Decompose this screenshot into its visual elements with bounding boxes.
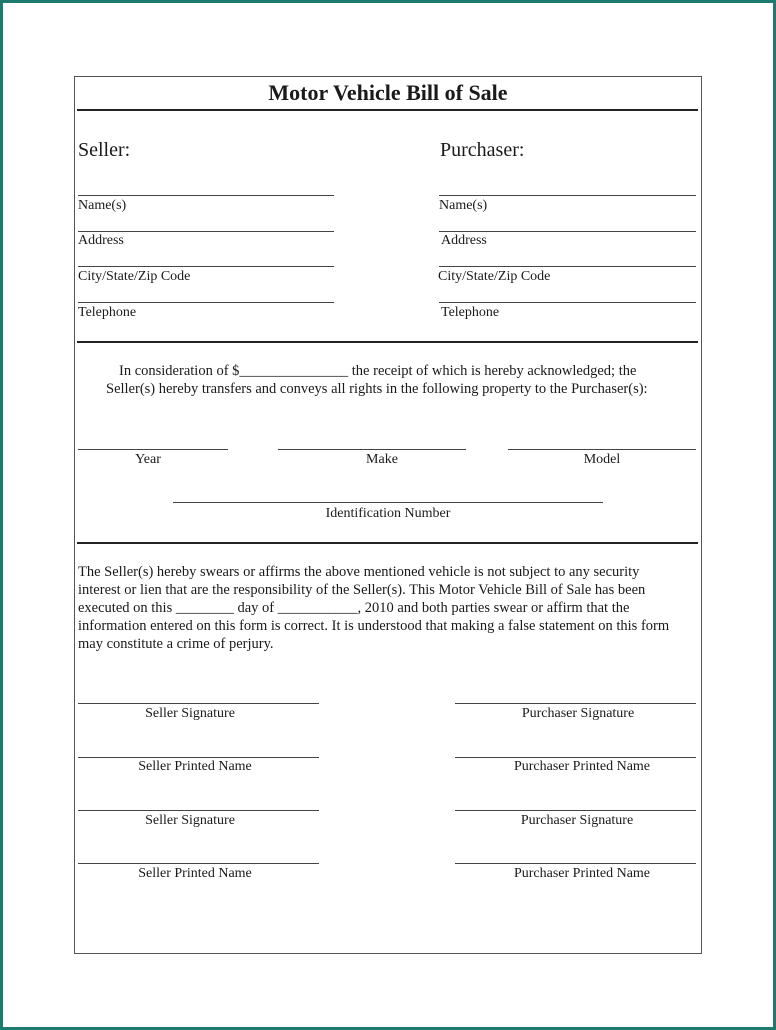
- model-label: Model: [583, 452, 621, 467]
- seller-signature-label-2: Seller Signature: [145, 813, 235, 828]
- year-label: Year: [135, 452, 161, 467]
- seller-address-label: Address: [78, 233, 124, 248]
- purchaser-telephone-label: Telephone: [441, 305, 500, 320]
- seller-signature-line-1[interactable]: [78, 703, 319, 704]
- purchaser-printed-line-1[interactable]: [455, 757, 696, 758]
- purchaser-heading: Purchaser:: [440, 139, 525, 161]
- affirmation-line-5: may constitute a crime of perjury.: [78, 636, 274, 652]
- purchaser-signature-line-1[interactable]: [455, 703, 696, 704]
- id-number-line[interactable]: [173, 502, 603, 503]
- make-line[interactable]: [278, 449, 466, 450]
- purchaser-printed-label-2: Purchaser Printed Name: [513, 866, 651, 881]
- purchaser-signature-label-2: Purchaser Signature: [520, 813, 634, 828]
- affirmation-line-3: executed on this ________ day of ___________, 2010 and both parties swear or affirm that the: [78, 600, 630, 616]
- purchaser-name-label: Name(s): [439, 198, 488, 213]
- seller-city-line[interactable]: [78, 266, 334, 267]
- purchaser-printed-line-2[interactable]: [455, 863, 696, 864]
- year-line[interactable]: [78, 449, 228, 450]
- consideration-line-2: Seller(s) hereby transfers and conveys all rights in the following property to the Purchaser(s):: [106, 381, 648, 397]
- seller-name-line[interactable]: [78, 195, 334, 196]
- affirmation-line-4: information entered on this form is correct. It is understood that making a false statement on this form: [78, 618, 670, 634]
- seller-printed-label-1: Seller Printed Name: [138, 759, 252, 774]
- parties-divider: [77, 341, 698, 343]
- purchaser-telephone-line[interactable]: [439, 302, 696, 303]
- purchaser-city-label: City/State/Zip Code: [438, 269, 551, 284]
- purchaser-signature-label-1: Purchaser Signature: [521, 706, 635, 721]
- seller-address-line[interactable]: [78, 231, 334, 232]
- consideration-line-1: In consideration of $_______________ the receipt of which is hereby acknowledged; the: [119, 363, 637, 379]
- make-label: Make: [366, 452, 398, 467]
- seller-telephone-line[interactable]: [78, 302, 334, 303]
- form-title: Motor Vehicle Bill of Sale: [268, 80, 508, 105]
- seller-signature-label-1: Seller Signature: [145, 706, 235, 721]
- model-line[interactable]: [508, 449, 696, 450]
- seller-signature-line-2[interactable]: [78, 810, 319, 811]
- seller-printed-label-2: Seller Printed Name: [138, 866, 252, 881]
- seller-heading: Seller:: [78, 139, 131, 161]
- purchaser-address-line[interactable]: [439, 231, 696, 232]
- affirmation-line-1: The Seller(s) hereby swears or affirms the above mentioned vehicle is not subject to any security: [78, 564, 640, 580]
- affirmation-line-2: interest or lien that are the responsibility of the Seller(s). This Motor Vehicle Bill of Sale has been: [78, 582, 646, 598]
- seller-name-label: Name(s): [78, 198, 127, 213]
- purchaser-city-line[interactable]: [439, 266, 696, 267]
- purchaser-signature-line-2[interactable]: [455, 810, 696, 811]
- seller-printed-line-2[interactable]: [78, 863, 319, 864]
- purchaser-address-label: Address: [441, 233, 487, 248]
- id-number-label: Identification Number: [325, 506, 451, 521]
- purchaser-name-line[interactable]: [439, 195, 696, 196]
- vehicle-divider: [77, 542, 698, 544]
- purchaser-printed-label-1: Purchaser Printed Name: [513, 759, 651, 774]
- seller-city-label: City/State/Zip Code: [78, 269, 191, 284]
- title-divider: [77, 109, 698, 111]
- seller-telephone-label: Telephone: [78, 305, 137, 320]
- seller-printed-line-1[interactable]: [78, 757, 319, 758]
